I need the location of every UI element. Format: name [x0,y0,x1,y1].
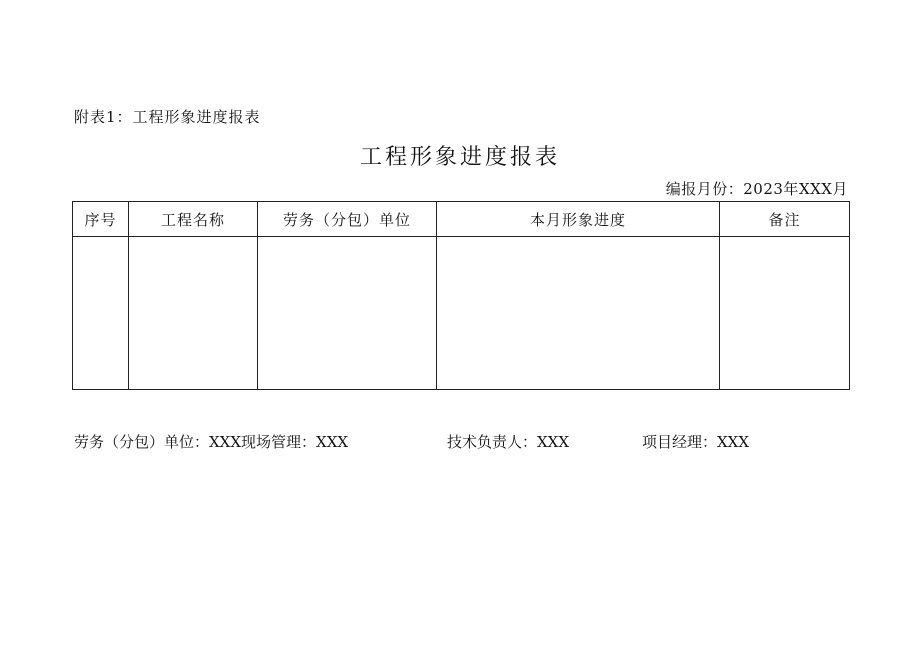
report-year: 2023 [743,180,784,198]
column-header-subcontractor: 劳务（分包）单位 [258,202,437,237]
column-header-monthly-progress: 本月形象进度 [437,202,720,237]
table-cell-subcontractor [258,237,437,390]
report-month-label: 编报月份： [665,180,744,198]
subcontractor-site-manager: 劳务（分包）单位：XXX现场管理：XXX [74,433,349,451]
table-cell-remarks [720,237,850,390]
table-header-row [73,202,850,237]
column-header-remarks: 备注 [720,202,850,237]
table-row [73,237,850,390]
table-cell-project-name [129,237,258,390]
document-title: 工程形象进度报表 [359,145,560,170]
technical-lead: 技术负责人：XXX [447,433,570,451]
project-manager: 项目经理：XXX [642,433,750,451]
progress-table [72,201,850,390]
table-cell-index [73,237,129,390]
report-month-unit: 月 [832,180,848,198]
column-header-project-name: 工程名称 [129,202,258,237]
report-month-value: XXX [798,180,833,198]
attachment-label: 附表1：工程形象进度报表 [74,108,261,126]
report-year-unit: 年 [783,180,799,198]
report-month [666,178,848,199]
column-header-index: 序号 [73,202,129,237]
table-cell-monthly-progress [437,237,720,390]
signature-footer [74,431,834,455]
